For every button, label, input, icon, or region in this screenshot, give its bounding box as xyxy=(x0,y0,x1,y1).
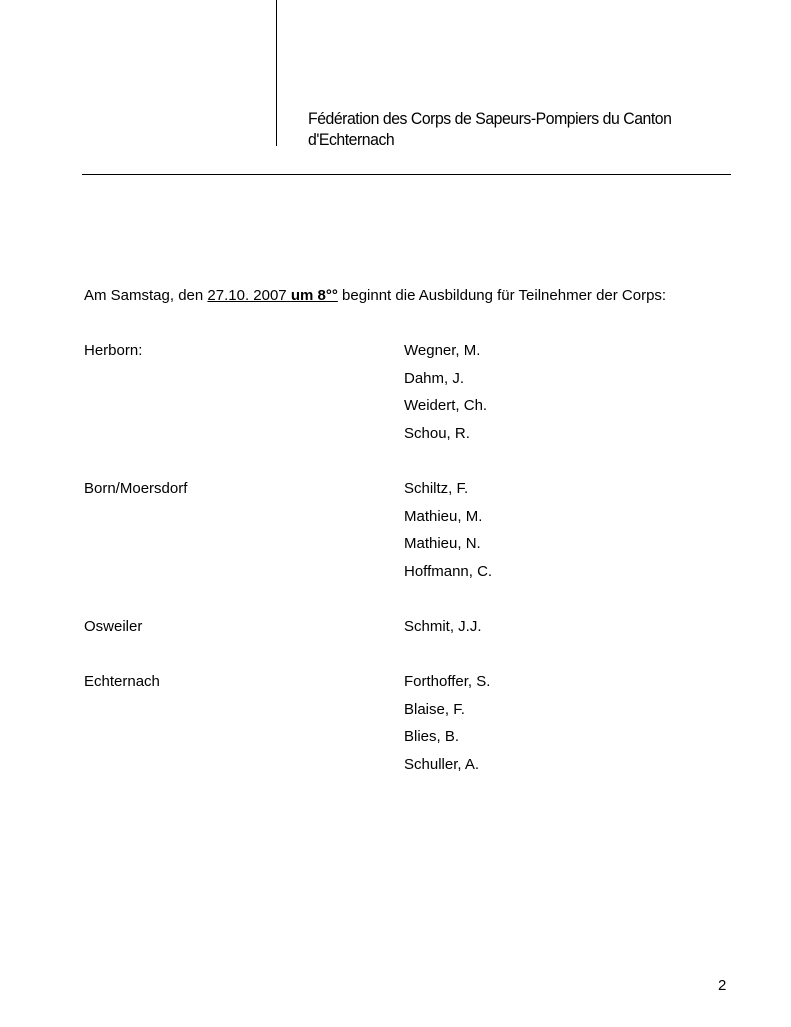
intro-sentence xyxy=(84,286,764,306)
intro-prefix: Am Samstag, den xyxy=(84,287,208,304)
training-time: um 8°° xyxy=(290,287,338,304)
participant-name: Schiltz, F. xyxy=(404,480,469,497)
participant-name: Mathieu, N. xyxy=(404,535,481,552)
corps-name: Echternach xyxy=(84,673,160,690)
participant-name: Forthoffer, S. xyxy=(404,673,491,690)
corps-name: Herborn: xyxy=(84,342,143,359)
organization-line-2: d'Echternach xyxy=(308,130,395,149)
organization-line-1: Fédération des Corps de Sapeurs-Pompiers du Canton xyxy=(308,109,672,128)
participant-name: Blaise, F. xyxy=(404,701,465,718)
intro-suffix: beginnt die Ausbildung für Teilnehmer der Corps: xyxy=(337,287,667,304)
participant-name: Dahm, J. xyxy=(404,370,465,387)
training-date: 27.10. 2007 xyxy=(207,287,287,304)
participant-name: Schmit, J.J. xyxy=(404,618,482,635)
participant-name: Schou, R. xyxy=(404,425,470,442)
header-vertical-rule xyxy=(276,0,277,146)
participant-name: Hoffmann, C. xyxy=(404,563,493,580)
organization-name xyxy=(308,108,699,150)
participant-name: Weidert, Ch. xyxy=(404,397,488,414)
participant-name: Blies, B. xyxy=(404,728,460,745)
corps-name: Osweiler xyxy=(84,618,143,635)
page-number: 2 xyxy=(718,977,727,994)
participant-name: Schuller, A. xyxy=(404,756,480,773)
corps-name: Born/Moersdorf xyxy=(84,480,188,497)
header-horizontal-rule xyxy=(82,174,731,175)
participant-name: Mathieu, M. xyxy=(404,508,483,525)
participant-name: Wegner, M. xyxy=(404,342,481,359)
